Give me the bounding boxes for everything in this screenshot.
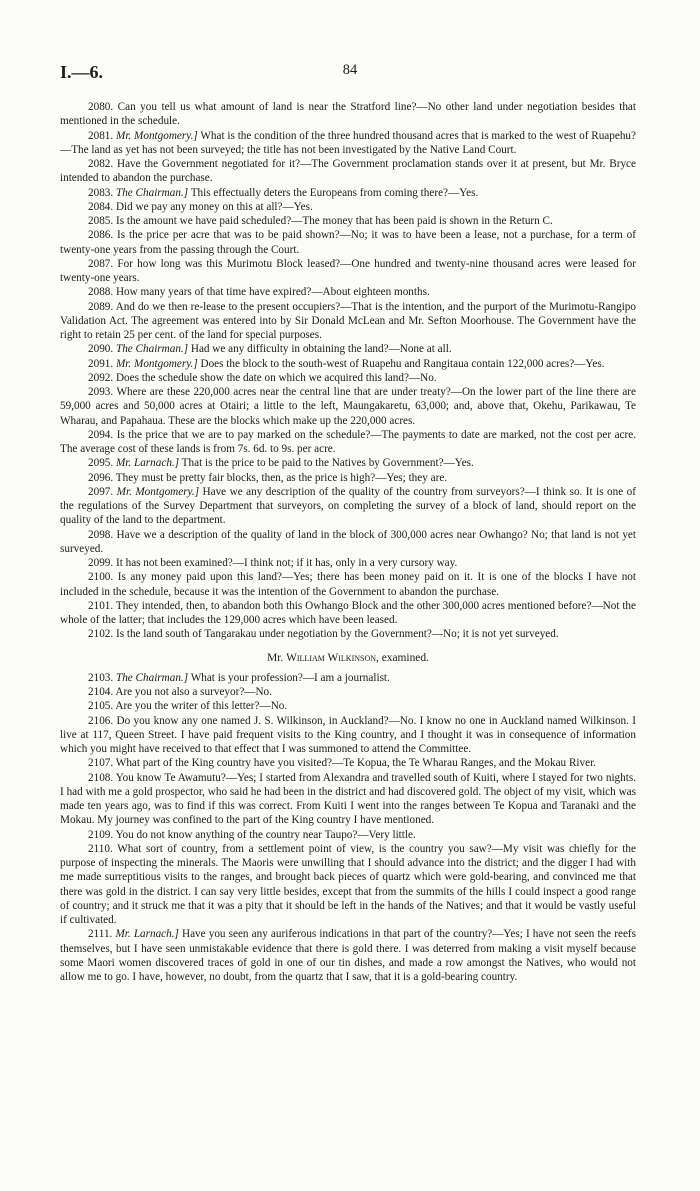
witness-heading: Mr. William Wilkinson, examined. <box>267 651 429 664</box>
question-number: 2111. <box>88 928 113 941</box>
question-number: 2098. <box>88 528 114 541</box>
paragraph-text: For how long was this Murimotu Block leased?—One hundred and twenty-nine thousand acres were leased for twenty-one years. <box>60 257 636 284</box>
evidence-paragraph <box>60 371 636 385</box>
question-number: 2089. <box>88 300 114 313</box>
evidence-paragraph <box>60 157 636 186</box>
paragraph-text: Have we a description of the quality of land in the block of 300,000 acres near Owhango? No; that land is not yet surveyed. <box>60 528 636 555</box>
paragraph-text: It has not been examined?—I think not; if it has, only in a very cursory way. <box>115 557 458 569</box>
question-number: 2110. <box>88 842 113 855</box>
evidence-section-2 <box>60 671 636 985</box>
evidence-paragraph <box>60 100 636 129</box>
question-number: 2080. <box>88 101 114 113</box>
paragraph-text: Have the Government negotiated for it?—The Government proclamation stands over it at present, but Mr. Bryce intended to abandon the purchase. <box>60 158 636 185</box>
question-number: 2088. <box>88 286 114 299</box>
evidence-paragraph <box>60 699 636 713</box>
paragraph-text: What is your profession?—I am a journalist. <box>190 671 390 684</box>
speaker-label: Mr. Larnach.] <box>115 928 179 941</box>
paragraph-text: This effectually deters the Europeans from coming there?—Yes. <box>190 186 479 199</box>
evidence-paragraph <box>60 385 636 428</box>
speaker-label: Mr. Montgomery.] <box>116 129 198 142</box>
question-number: 2100. <box>88 571 114 584</box>
speaker-label: Mr. Montgomery.] <box>116 485 200 498</box>
question-number: 2104. <box>88 686 114 698</box>
paragraph-text: And do we then re-lease to the present occupiers?—That is the intention, and the purport of the Murimotu-Rangipo Validation Act. The agreement was entered into by Sir Donald McLean and Mr. Sefton Moorhouse. The Government have the right to retain 25 per cent. of the land for special purposes. <box>60 300 636 341</box>
question-number: 2085. <box>88 215 114 227</box>
question-number: 2096. <box>88 471 114 484</box>
paragraph-text: They must be pretty fair blocks, then, as the price is high?—Yes; they are. <box>115 471 448 484</box>
paragraph-text: You do not know anything of the country near Taupo?—Very little. <box>115 828 416 841</box>
evidence-paragraph <box>60 599 636 628</box>
evidence-paragraph <box>60 129 636 158</box>
question-number: 2081. <box>88 129 114 142</box>
evidence-paragraph <box>60 570 636 599</box>
paragraph-text: Have you seen any auriferous indications in that part of the country?—Yes; I have not seen the reefs themselves, but I have seen unmistakable evidence that there is gold there. I was deterred from making a visit myself because some Maori women discovered traces of gold in one of our tin dishes, and made a row amongst the Natives, who would not allow me to go. I have, however, no doubt, from the quartz that I saw, that it is a gold-bearing country. <box>60 928 636 983</box>
page-number: 84 <box>342 62 358 78</box>
speaker-label: The Chairman.] <box>115 343 189 356</box>
evidence-paragraph <box>60 671 636 685</box>
evidence-paragraph <box>60 300 636 343</box>
evidence-paragraph <box>60 342 636 356</box>
paragraph-text: Are you the writer of this letter?—No. <box>115 700 288 713</box>
question-number: 2102. <box>88 628 114 641</box>
paragraph-text: How many years of that time have expired?—About eighteen months. <box>115 286 430 299</box>
evidence-paragraph <box>60 556 636 570</box>
evidence-paragraph <box>60 200 636 214</box>
question-number: 2086. <box>88 229 114 242</box>
question-number: 2087. <box>88 257 114 270</box>
speaker-label: The Chairman.] <box>115 186 189 199</box>
question-number: 2105. <box>88 700 114 713</box>
paragraph-text: That is the price to be paid to the Natives by Government?—Yes. <box>181 457 474 470</box>
question-number: 2107. <box>88 757 114 770</box>
question-number: 2093. <box>88 386 114 398</box>
paragraph-text: What part of the King country have you visited?—Te Kopua, the Te Wharau Ranges, and the Mokau River. <box>115 757 596 770</box>
speaker-label: Mr. Larnach.] <box>115 457 180 470</box>
question-number: 2083. <box>88 186 114 199</box>
paragraph-text: They intended, then, to abandon both this Owhango Block and the other 300,000 acres mentioned before?—Not the whole of the latter; that includes the 129,000 acres which have been leased. <box>60 599 636 626</box>
paragraph-text: Is the land south of Tangarakau under negotiation by the Government?—No; it is not yet surveyed. <box>115 628 559 641</box>
question-number: 2091. <box>88 357 114 370</box>
evidence-paragraph <box>60 186 636 200</box>
evidence-paragraph <box>60 485 636 528</box>
evidence-paragraph <box>60 771 636 828</box>
question-number: 2099. <box>88 557 114 569</box>
paragraph-text: What is the condition of the three hundred thousand acres that is marked to the west of Ruapehu?—The land as yet has not been surveyed; the title has not been investigated by the Native Land Court. <box>60 129 636 156</box>
evidence-paragraph <box>60 428 636 457</box>
speaker-label: The Chairman.] <box>115 671 189 684</box>
question-number: 2109. <box>88 828 114 841</box>
paragraph-text: Are you not also a surveyor?—No. <box>115 686 272 698</box>
speaker-label: Mr. Montgomery.] <box>115 357 198 370</box>
evidence-paragraph <box>60 471 636 485</box>
question-number: 2082. <box>88 158 114 170</box>
evidence-paragraph <box>60 927 636 984</box>
evidence-paragraph <box>60 714 636 757</box>
question-number: 2101. <box>88 599 114 612</box>
paragraph-text: Does the schedule show the date on which we acquired this land?—No. <box>115 371 437 384</box>
question-number: 2092. <box>88 371 114 384</box>
page-header <box>60 62 640 84</box>
evidence-paragraph <box>60 257 636 286</box>
page-body <box>60 100 636 984</box>
paragraph-text: Had we any difficulty in obtaining the land?—None at all. <box>190 343 452 356</box>
paragraph-text: Is the price that we are to pay marked on the schedule?—The payments to date are marked, not the cost per acre. The average cost of these lands is from 7s. 6d. to 9s. per acre. <box>60 428 637 455</box>
paragraph-text: Does the block to the south-west of Ruapehu and Rangitaua contain 122,000 acres?—Yes. <box>200 357 605 370</box>
question-number: 2095. <box>88 457 114 470</box>
question-number: 2090. <box>88 343 114 356</box>
question-number: 2103. <box>88 671 114 684</box>
paragraph-text: Is any money paid upon this land?—Yes; there has been money paid on it. It is one of the blocks I have not included in the schedule, because it was the intention of the Government to abandon the purchase. <box>60 571 637 598</box>
evidence-paragraph <box>60 828 636 842</box>
question-number: 2094. <box>88 428 114 441</box>
question-number: 2106. <box>88 714 114 727</box>
question-number: 2084. <box>88 200 114 213</box>
evidence-paragraph <box>60 285 636 299</box>
evidence-paragraph <box>60 214 636 228</box>
question-number: 2108. <box>88 771 114 784</box>
paragraph-text: Can you tell us what amount of land is near the Stratford line?—No other land under negotiation besides that mentioned in the schedule. <box>60 101 636 128</box>
evidence-paragraph <box>60 228 636 257</box>
paragraph-text: What sort of country, from a settlement point of view, is the country you saw?—My visit was chiefly for the purpose of inspecting the minerals. The Maoris were unwilling that I should advance into the district; and the digger I had with me made surreptitious visits to the ranges, and brought back pieces of quartz which were gold-bearing, and convinced me that there was gold in the district. I can say very little besides, except that from the summits of the hills I could inspect a good range of country; and it struck me that it was a pity that it should be left in the hands of the Natives; and that it would be vastly useful if cultivated. <box>60 842 636 926</box>
evidence-paragraph <box>60 756 636 770</box>
paragraph-text: Is the amount we have paid scheduled?—The money that has been paid is shown in the Return C. <box>115 215 553 227</box>
paragraph-text: You know Te Awamutu?—Yes; I started from Alexandra and travelled south of Kuiti, where I stayed for two nights. I had with me a gold prospector, who said he had been in the district and had discovered gold. The object of my visit, which was made ten years ago, was to find if this was correct. From Kuiti I went into the ranges between Te Kopua and Taranaki and the Mokau. My journey was confined to the part of the King country I have mentioned. <box>60 771 636 827</box>
document-id: I.—6. <box>60 62 104 82</box>
evidence-section-1 <box>60 100 636 642</box>
evidence-paragraph <box>60 627 636 641</box>
evidence-paragraph <box>60 357 636 371</box>
paragraph-text: Is the price per acre that was to be paid shown?—No; it was to have been a lease, not a purchase, for a term of twenty-one years from the passing through the Court. <box>60 229 637 256</box>
evidence-paragraph <box>60 528 636 557</box>
question-number: 2097. <box>88 485 114 498</box>
evidence-paragraph <box>60 456 636 470</box>
evidence-paragraph <box>60 842 636 928</box>
paragraph-text: Do you know any one named J. S. Wilkinson, in Auckland?—No. I know no one in Auckland named Wilkinson. I live at 117, Queen Street. I have paid frequent visits to the King country, and I thought it was in consequence of information which you might have received to that effect that I was summoned to attend the Committee. <box>60 714 636 755</box>
paragraph-text: Where are these 220,000 acres near the central line that are under treaty?—On the lower part of the line there are 59,000 acres and 50,000 acres at Otairi; a little to the left, Maungakaretu, 63,000; and, above that, Okehu, Parikawau, Te Wharau, and Papahaua. These are the blocks which make up the 220,000 acres. <box>60 386 636 427</box>
evidence-paragraph <box>60 685 636 699</box>
paragraph-text: Did we pay any money on this at all?—Yes. <box>115 200 313 213</box>
paragraph-text: Have we any description of the quality of the country from surveyors?—I think so. It is one of the regulations of the Survey Department that surveyors, on completing the survey of a block of land, should report on the quality of the land to the department. <box>60 485 637 527</box>
witness-name: William Wilkinson <box>286 651 377 664</box>
